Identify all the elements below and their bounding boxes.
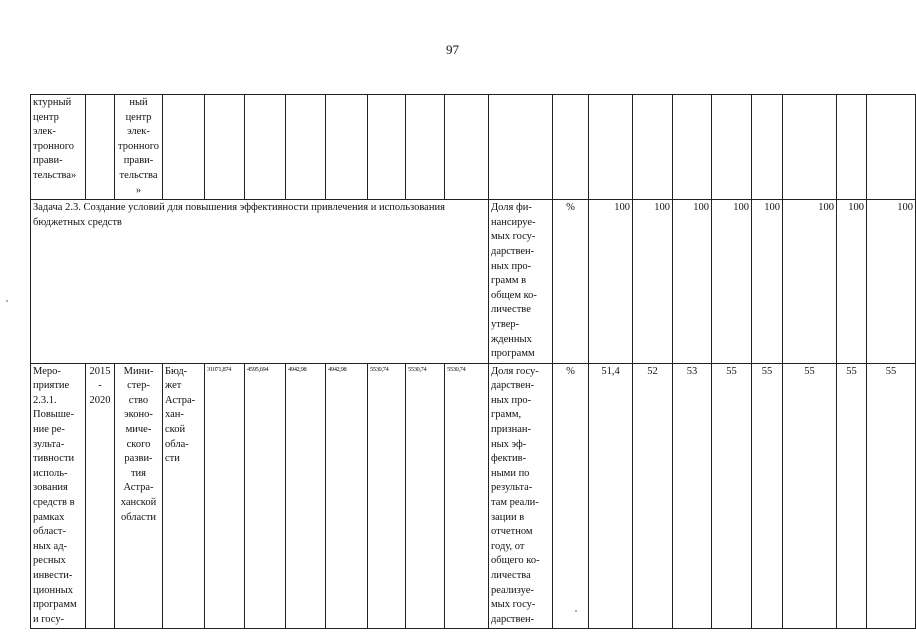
task-unit: % <box>553 200 589 364</box>
measure-value: 55 <box>752 363 783 629</box>
page-number: 97 <box>446 42 459 57</box>
measure-executor: Мини- стер- ство эконо- миче- ского разви- тия Астра- ханской области <box>115 363 163 629</box>
cell-executor-continued: ный центр элек- тронного прави- тельства» <box>115 95 163 200</box>
measure-source: Бюд- жет Астра- хан- ской обла- сти <box>163 363 205 629</box>
task-value: 100 <box>783 200 837 364</box>
funding-year: 5530,74 <box>406 363 445 629</box>
table-row-continued <box>31 95 916 200</box>
funding-total: 31071,874 <box>205 363 245 629</box>
measure-indicator: Доля госу- дарствен- ных про- грамм, признан- ных эф- фектив- ными по результа- там реали- зации в отчетном году, от общего ко- личества реализуе- мых госу- дарствен- <box>489 363 553 629</box>
measure-value: 51,4 <box>589 363 633 629</box>
task-value: 100 <box>867 200 916 364</box>
table-row-task <box>31 200 916 364</box>
funding-year: 5530,74 <box>445 363 489 629</box>
measure-value: 55 <box>783 363 837 629</box>
scan-speck <box>6 300 8 302</box>
measure-unit: % <box>553 363 589 629</box>
cell-name-continued: ктурный центр элек- тронного прави- тельства» <box>31 95 86 200</box>
funding-year: 4942,98 <box>326 363 368 629</box>
measure-value: 53 <box>673 363 712 629</box>
task-value: 100 <box>712 200 752 364</box>
task-value: 100 <box>837 200 867 364</box>
funding-year: 4595,694 <box>245 363 286 629</box>
task-value: 100 <box>633 200 673 364</box>
funding-year: 4942,98 <box>286 363 326 629</box>
task-value: 100 <box>589 200 633 364</box>
measure-value: 55 <box>712 363 752 629</box>
table-row-measure <box>31 363 916 629</box>
measure-value: 55 <box>867 363 916 629</box>
task-value: 100 <box>752 200 783 364</box>
measure-value: 55 <box>837 363 867 629</box>
task-indicator: Доля фи- нансируе- мых госу- дарствен- ных про- грамм в общем ко- личестве утвер- жденных программ <box>489 200 553 364</box>
task-title: Задача 2.3. Создание условий для повышения эффективности привлечения и использования бюджетных средств <box>31 200 489 364</box>
funding-year: 5530,74 <box>368 363 406 629</box>
task-value: 100 <box>673 200 712 364</box>
measure-value: 52 <box>633 363 673 629</box>
program-table <box>30 94 916 629</box>
measure-period: 2015 - 2020 <box>86 363 115 629</box>
measure-name: Меро- приятие 2.3.1. Повыше- ние ре- зульта- тивности исполь- зования средств в рамках област- ных ад- ресных инвести- ционных программ и госу- <box>31 363 86 629</box>
